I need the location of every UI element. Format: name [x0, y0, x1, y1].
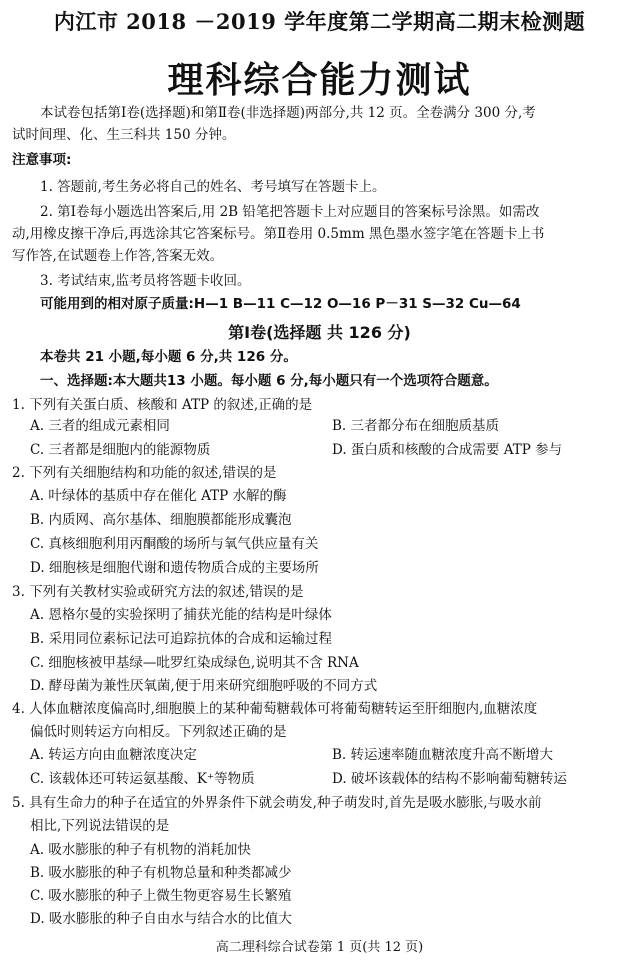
question-2-option-d: D. 细胞核是细胞代谢和遗传物质合成的主要场所: [30, 560, 319, 576]
note-1: 1. 答题前,考生务必将自己的姓名、考号填写在答题卡上。: [40, 179, 386, 195]
page-footer: 高二理科综合试卷第 1 页(共 12 页): [215, 940, 424, 955]
intro-line-1: 本试卷包括第Ⅰ卷(选择题)和第Ⅱ卷(非选择题)两部分,共 12 页。全卷满分 300 分,考: [40, 105, 536, 121]
question-4-stem-line-1: 4. 人体血糖浓度偏高时,细胞膜上的某种葡萄糖载体可将葡萄糖转运至肝细胞内,血糖浓度: [12, 701, 538, 717]
note-3: 3. 考试结束,监考员将答题卡收回。: [40, 273, 251, 289]
question-5-option-b: B. 吸水膨胀的种子有机物总量和种类都减少: [30, 865, 292, 881]
question-4-option-b: B. 转运速率随血糖浓度升高不断增大: [332, 747, 554, 763]
note-2-line-1: 2. 第Ⅰ卷每小题选出答案后,用 2B 铅笔把答题卡上对应题目的答案标号涂黑。如需改: [40, 204, 540, 220]
question-1-option-a: A. 三者的组成元素相同: [30, 418, 170, 434]
question-4-option-c: C. 该载体还可转运氨基酸、K⁺等物质: [30, 771, 255, 787]
note-2-line-3: 写作答,在试题卷上作答,答案无效。: [12, 248, 224, 264]
question-5-option-c: C. 吸水膨胀的种子上微生物更容易生长繁殖: [30, 888, 292, 904]
section-1-instruction: 一、选择题:本大题共13 小题。每小题 6 分,每小题只有一个选项符合题意。: [40, 373, 498, 389]
question-1-option-c: C. 三者都是细胞内的能源物质: [30, 442, 211, 458]
section-1-summary: 本卷共 21 小题,每小题 6 分,共 126 分。: [40, 349, 297, 365]
question-5-stem-line-1: 5. 具有生命力的种子在适宜的外界条件下就会萌发,种子萌发时,首先是吸水膨胀,与吸水前: [12, 795, 542, 811]
atomic-masses: 可能用到的相对原子质量:H—1 B—11 C—12 O—16 P－31 S—32 Cu—64: [40, 296, 521, 312]
exam-subtitle: 理科综合能力测试: [167, 59, 472, 101]
question-4-option-d: D. 破坏该载体的结构不影响葡萄糖转运: [332, 771, 567, 787]
question-2-option-c: C. 真核细胞利用丙酮酸的场所与氧气供应量有关: [30, 536, 319, 552]
question-3-stem: 3. 下列有关教材实验或研究方法的叙述,错误的是: [12, 584, 304, 600]
question-1-stem: 1. 下列有关蛋白质、核酸和 ATP 的叙述,正确的是: [12, 397, 313, 413]
question-4-stem-line-2: 偏低时则转运方向相反。下列叙述正确的是: [30, 724, 287, 740]
question-3-option-b: B. 采用同位素标记法可追踪抗体的合成和运输过程: [30, 631, 333, 647]
question-3-option-c: C. 细胞核被甲基绿—吡罗红染成绿色,说明其不含 RNA: [30, 655, 359, 671]
question-1-option-d: D. 蛋白质和核酸的合成需要 ATP 参与: [332, 442, 563, 458]
note-2-line-2: 动,用橡皮擦干净后,再选涂其它答案标号。第Ⅱ卷用 0.5mm 黑色墨水签字笔在答题卡上书: [12, 226, 545, 242]
question-5-option-a: A. 吸水膨胀的种子有机物的消耗加快: [30, 842, 251, 858]
notes-heading: 注意事项:: [12, 152, 72, 168]
question-3-option-d: D. 酵母菌为兼性厌氧菌,便于用来研究细胞呼吸的不同方式: [30, 678, 378, 694]
question-1-option-b: B. 三者都分布在细胞质基质: [332, 418, 500, 434]
intro-line-2: 试时间理、化、生三科共 150 分钟。: [12, 127, 236, 143]
question-3-option-a: A. 恩格尔曼的实验探明了捕获光能的结构是叶绿体: [30, 607, 332, 623]
question-2-option-a: A. 叶绿体的基质中存在催化 ATP 水解的酶: [30, 488, 287, 504]
question-2-stem: 2. 下列有关细胞结构和功能的叙述,错误的是: [12, 465, 277, 481]
question-5-option-d: D. 吸水膨胀的种子自由水与结合水的比值大: [30, 911, 292, 927]
question-2-option-b: B. 内质网、高尔基体、细胞膜都能形成囊泡: [30, 512, 292, 528]
question-4-option-a: A. 转运方向由血糖浓度决定: [30, 747, 197, 763]
question-5-stem-line-2: 相比,下列说法错误的是: [30, 818, 170, 834]
exam-title: 内江市 2018 －2019 学年度第二学期高二期末检测题: [53, 9, 586, 34]
section-1-title: 第Ⅰ卷(选择题 共 126 分): [228, 323, 411, 342]
